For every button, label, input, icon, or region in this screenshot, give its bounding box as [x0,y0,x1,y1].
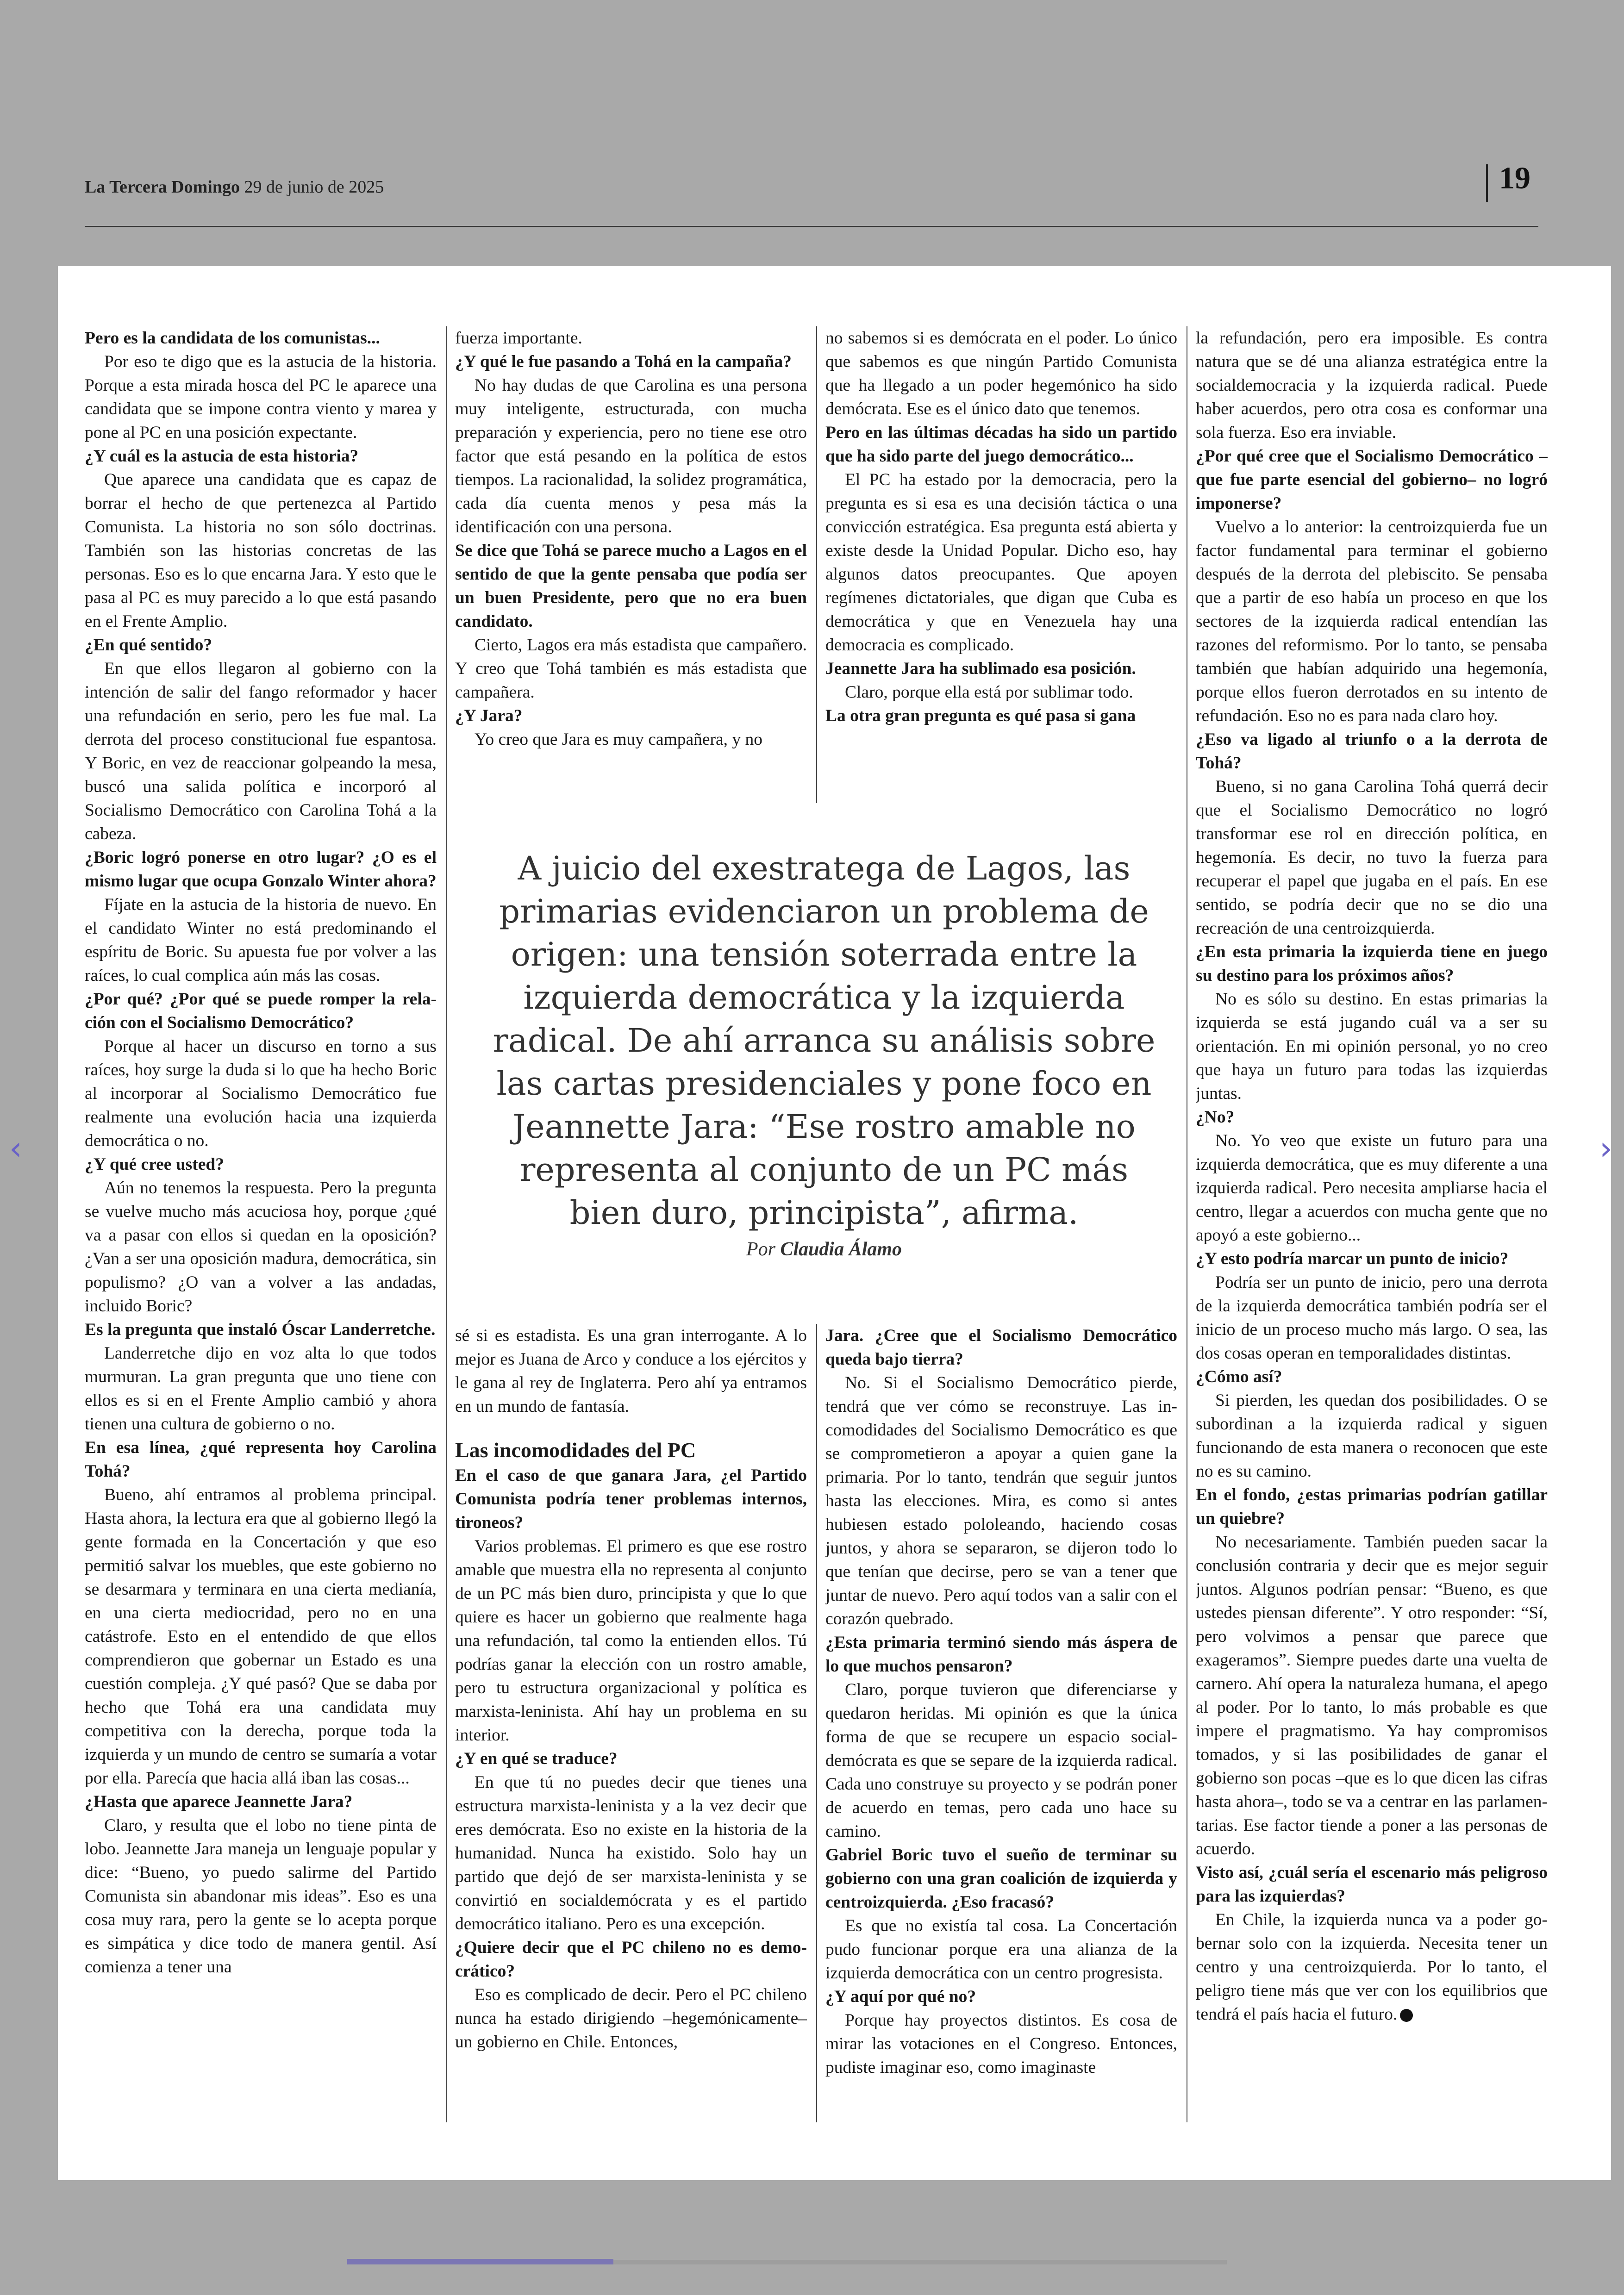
column-divider [816,326,817,803]
interview-question: ¿En qué sentido? [85,636,212,655]
publication-date: 29 de junio de 2025 [244,177,384,197]
chevron-right-icon[interactable]: › [1599,1129,1612,1167]
interview-question: ¿Eso va ligado al triunfo o a la derrota de Tohá? [1196,730,1548,773]
section-heading: Las incomodidades del PC [455,1438,696,1462]
column-3-top [825,326,1177,789]
interview-question: ¿Por qué? ¿Por qué se puede romper la relación con el Socialismo Democrático? [85,990,437,1032]
interview-question: ¿En esta primaria la izquierda tiene en juego su destino para los próximos años? [1196,942,1548,985]
answer-paragraph: No. Si el Socialismo Democrático pierde, tendrá que ver cómo se reconstruye. Las incomodidades del Socialismo Democrático es que se comprometieron a apoyar a quien gane la primaria. Por lo tanto, tendrán que seguir juntos hasta las elecciones. Mira, es como si antes hubiesen estado pololeando, haciendo cosas juntos, y ahora se separaron, se dijeron todo lo que tenían que decirse, pero se van a tener que juntar de nuevo. Pero aquí todos van a salir con el corazón quebrado. [825,1373,1177,1628]
masthead [85,177,384,197]
byline [481,1238,1167,1260]
answer-paragraph: En que tú no puedes decir que tienes una estructura marxista-leninista y a la vez decir que eres demócrata. Eso no existe en la historia de la humanidad. Nunca ha existido. Solo hay un partido que dejó de ser marxista-leninista y se convirtió en socialdemócrata y es el partido democrático italiano. Pero es una excepción. [455,1773,807,1933]
interview-question: ¿Boric logró ponerse en otro lugar? ¿O es el mismo lugar que ocupa Gonzalo Winter ahora? [85,848,437,891]
answer-paragraph: Landerretche dijo en voz alta lo que todos murmuran. La gran pregunta que uno tiene con ellos es si en el Frente Amplio cambió y ahora tienen una cultura de gobierno o no. [85,1344,437,1434]
answer-paragraph: Yo creo que Jara es muy campañera, y no [475,730,763,749]
answer-paragraph: El PC ha estado por la democracia, pero la pregunta es si esa es una decisión táctica o una convicción estratégica. Esa pregunta está abierta y existe desde la Unidad Popular. Dicho eso, hay algunos datos preocupantes. Que apoyen regímenes dictatoriales, que digan que Cuba es democrática y que en Venezuela hay una democracia es complicado. [825,470,1177,655]
interview-question: La otra gran pregunta es qué pasa si gana [825,706,1136,725]
page-number: 19 [1499,160,1530,195]
answer-paragraph: No hay dudas de que Carolina es una persona muy inteligente, estructurada, con mucha preparación y experiencia, pero no tiene ese otro factor que está pesando en la política de estos tiempos. La racionalidad, la solidez programática, cada día cuenta menos y pesa más la identificación con una persona. [455,376,807,536]
answer-paragraph: Si pierden, les quedan dos posibilidades. O se subordinan a la izquierda radical y siguen funcionando de esta manera o reconocen que este no es su camino. [1196,1391,1548,1481]
interview-question: Jara. ¿Cree que el Socialismo Democrático queda bajo tierra? [825,1326,1177,1369]
answer-paragraph: No. Yo veo que existe un futuro para una izquierda democrática, que es muy diferente a una izquierda radical. Pero necesita ampliarse hacia el centro, llegar a acuerdos con mucha gente que no apoyó a este gobierno... [1196,1131,1548,1245]
answer-paragraph: Cierto, Lagos era más estadista que campañero. Y creo que Tohá también es más estadista que campañera. [455,636,807,702]
interview-question: ¿Por qué cree que el Socialismo Democrático –que fue parte esencial del gobierno– no logró imponerse? [1196,447,1548,513]
column-4 [1196,326,1548,2132]
interview-question: ¿Y Jara? [455,706,523,725]
column-divider [446,326,447,2122]
column-2-top [455,326,807,789]
interview-question: ¿Y qué le fue pasando a Tohá en la campaña? [455,352,792,371]
answer-paragraph: Que aparece una candidata que es capaz de borrar el hecho de que pertenezca al Partido Comunista. La historia no son sólo doctrinas. También son las historias concretas de las personas. Eso es lo que encarna Jara. Y esto que le pasa al PC es muy parecido a lo que está pasando en el Frente Amplio. [85,470,437,631]
answer-paragraph: Claro, porque ella está por sublimar todo. [845,683,1133,702]
answer-paragraph: Claro, porque tuvieron que diferenciarse y quedaron heridas. Mi opinión es que la única forma de que se recupere un espacio socialdemócrata es que se separe de la izquierda radical. Cada uno construye su proyecto y se podrán poner de acuerdo en temas, pero cada uno hace su camino. [825,1680,1177,1841]
answer-paragraph: No es sólo su destino. En estas primarias la izquierda se está jugando cuál va a ser su orientación. En mi opinión personal, yo no creo que haya un futuro para todas las izquierdas juntas. [1196,990,1548,1103]
publication-name: La Tercera Domingo [85,177,240,197]
interview-question: ¿Esta primaria terminó siendo más áspera de lo que muchos pensaron? [825,1633,1177,1676]
answer-paragraph: Bueno, ahí entramos al problema principal. Hasta ahora, la lectura era que al gobierno llegó la gente formada en la Concertación y que eso permitió salvar los muebles, que este gobierno no se desarmara y terminara en una cierta medianía, en una cierta mediocridad, pero no en una catástrofe. Esto en el entendido de que ellos comprendieron que gobernar un Estado es una cuestión compleja. ¿Y qué pasó? Que se daba por hecho que Tohá era una candidata muy competitiva con la derecha, porque toda la izquierda y un mundo de centro se sumaría a votar por ella. Parecía que hacia allá iban las cosas... [85,1485,437,1788]
interview-question: Pero en las últimas décadas ha sido un partido que ha sido parte del juego democrático... [825,423,1177,466]
answer-paragraph: En que ellos llegaron al gobierno con la intención de salir del fango reformador y hacer una refundación en serio, pero les fue mal. La derrota del proceso constitucional fue espantosa. Y Boric, en vez de reaccionar golpeando la mesa, buscó una salida política e incorporó al Socialismo Democrático con Carolina Tohá a la cabeza. [85,659,437,843]
answer-paragraph: Podría ser un punto de inicio, pero una derrota de la izquierda democrática también podría ser el inicio de un proceso mucho más largo. O sea, las dos cosas operan en temporalidades distintas. [1196,1273,1548,1363]
interview-question: Gabriel Boric tuvo el sueño de terminar su gobierno con una gran coalición de izquierda y centroizquierda. ¿Eso fracasó? [825,1846,1177,1912]
column-1 [85,326,437,2132]
byline-prefix: Por [746,1239,775,1260]
byline-author: Claudia Álamo [780,1239,902,1260]
answer-paragraph: No necesariamente. También pueden sacar la conclusión contraria y decir que es mejor seguir juntos. Algunos podrían pensar: “Bueno, es que ustedes piensan diferente”. Y otro responder: “Sí, pero volvimos a pensar que parece que exageramos”. Siempre puedes darte una vuelta de carnero. Ahí opera la naturaleza humana, el apego al poder. Por lo tanto, lo más probable es que impere el pragmatismo. Ya hay compromisos tomados, y si las posibilidades de ganar el gobierno son pocas –que es lo que dicen las cifras hasta ahora–, todo se va a centrar en las parlamentarias. Ese factor tiende a poner a las personas de acuerdo. [1196,1533,1548,1858]
interview-question: Jeannette Jara ha sublimado esa posición. [825,659,1136,678]
answer-paragraph: En Chile, la izquierda nunca va a poder gobernar solo con la izquierda. Necesita tener un centro y una centroizquierda. Por lo tanto, el peligro tiene más que ver con los equilibrios que tendrá el país hacia el futuro. [1196,1910,1548,2024]
answer-paragraph: Bueno, si no gana Carolina Tohá querrá decir que el Socialismo Democrático no logró transformar ese rol en dirección política, en hegemonía. Es decir, no tuvo la fuerza para recuperar el papel que jugaba en el país. En ese sentido, se podría decir que no se dio una recreación de una centroizquierda. [1196,777,1548,938]
answer-paragraph: Varios problemas. El primero es que ese rostro amable que muestra ella no representa al conjunto de un PC más bien duro, principista y que lo que quiere es hacer un gobierno que realmente haga una refundación, tal como la entienden ellos. Tú podrías ganar la elección con un rostro amable, pero tu estructura organizacional y política es marxista-leninista. Ahí hay un problema en su interior. [455,1537,807,1745]
interview-question: ¿Y esto podría marcar un punto de inicio? [1196,1249,1509,1268]
interview-question: ¿Hasta que aparece Jeannette Jara? [85,1792,353,1811]
scrollbar-thumb[interactable] [347,2259,613,2264]
answer-paragraph: Fíjate en la astucia de la historia de nuevo. En el candidato Winter no está predominando el espíritu de Boric. Su apuesta fue por volver a las raíces, lo cual complica aún más las cosas. [85,895,437,985]
answer-paragraph: Aún no tenemos la respuesta. Pero la pregunta se vuelve mucho más acuciosa hoy, porque ¿qué va a pasar con ellos si quedan en la oposición? ¿Van a ser una oposición madura, democrática, sin populismo? ¿O van a volver a las andadas, incluido Boric? [85,1179,437,1316]
answer-paragraph: Eso es complicado de decir. Pero el PC chileno nunca ha estado dirigiendo –hegemónicamente– un gobierno en Chile. Entonces, [455,1985,807,2052]
interview-question: En el fondo, ¿estas primarias podrían gatillar un quiebre? [1196,1485,1548,1528]
column-divider [816,1324,817,2122]
header-rule [85,226,1538,227]
interview-question: En esa línea, ¿qué representa hoy Carolina Tohá? [85,1438,437,1481]
answer-paragraph: Claro, y resulta que el lobo no tiene pinta de lobo. Jeannette Jara maneja un lenguaje popular y dice: “Bueno, yo puedo salirme del Partido Comunista sin abandonar mis ideas”. Eso es una cosa muy rara, pero la gente se lo acepta porque es simpática y dice todo de manera gentil. Así comienza a tener una [85,1816,437,1977]
interview-question: Se dice que Tohá se parece mucho a Lagos en el sentido de que la gente pensaba que podía ser un buen Presidente, pero que no era buen candidato. [455,541,807,631]
page-header [0,0,1624,234]
column-2-bottom [455,1324,807,2134]
interview-question: ¿Y aquí por qué no? [825,1987,976,2006]
answer-paragraph: Por eso te digo que es la astucia de la historia. Porque a esta mirada hosca del PC le aparece una candidata que se impone contra viento y marea y pone al PC en una posición expectante. [85,352,437,442]
chevron-left-icon[interactable]: ‹ [9,1129,22,1167]
interview-question: ¿Y qué cree usted? [85,1155,225,1174]
answer-paragraph: sé si es estadista. Es una gran interrogante. A lo mejor es Juana de Arco y conduce a los ejércitos y le gana al rey de Inglaterra. Pero ahí ya entramos en un mundo de fantasía. [455,1326,807,1416]
answer-paragraph: Porque al hacer un discurso en torno a sus raíces, hoy surge la duda si lo que ha hecho Boric al incorporar al Socialismo Democrático fue realmente una evolución hacia una izquierda democrática o no. [85,1037,437,1150]
column-3-bottom [825,1324,1177,2134]
interview-question: Pero es la candidata de los comunistas... [85,329,380,348]
interview-question: ¿Quiere decir que el PC chileno no es democrático? [455,1938,807,1981]
pull-quote: A juicio del exestratega de Lagos, las primarias evidenciaron un problema de origen: una tensión soterrada entre la izquierda democrática y la izquierda radical. De ahí arranca su análisis sobre las cartas presidenciales y pone foco en Jeannette Jara: “Ese rostro amable no representa al conjunto de un PC más bien duro, principista”, afirma. [493,849,1156,1232]
interview-question: ¿No? [1196,1108,1235,1127]
interview-question: Visto así, ¿cuál sería el escenario más peligroso para las izquierdas? [1196,1863,1548,1906]
answer-paragraph: fuerza importante. [455,329,582,348]
answer-paragraph: Porque hay proyectos distintos. Es cosa de mirar las votaciones en el Congreso. Entonces, pudiste imaginar eso, como imaginaste [825,2011,1177,2077]
end-of-article-icon [1400,2009,1413,2022]
page-number-divider [1486,164,1488,202]
interview-question: ¿Y cuál es la astucia de esta historia? [85,447,359,466]
answer-paragraph: no sabemos si es demócrata en el poder. Lo único que sabemos es que ningún Partido Comunista que ha llegado a un poder hegemónico ha sido demócrata. Ese es el único dato que tenemos. [825,329,1177,418]
interview-question: ¿Y en qué se traduce? [455,1749,618,1768]
answer-paragraph: Es que no existía tal cosa. La Concertación pudo funcionar porque era una alianza de la izquierda democrática con un centro progresista. [825,1916,1177,1983]
answer-paragraph: la refundación, pero era imposible. Es contra natura que se dé una alianza estratégica entre la socialdemocracia y la izquierda radical. Puede haber acuerdos, pero otra cosa es conformar una sola fuerza. Eso era inviable. [1196,329,1548,442]
answer-paragraph: Vuelvo a lo anterior: la centroizquierda fue un factor fundamental para terminar el gobierno después de la derrota del plebiscito. Se pensaba que a partir de eso había un proceso en que los sectores de la izquierda radical entendían las razones del reformismo. Por lo tanto, se pensaba también que habían adquirido una hegemonía, porque ellos fueron derrotados en su intento de refundación. Eso no es para nada claro hoy. [1196,518,1548,725]
interview-question: Es la pregunta que instaló Óscar Landerretche. [85,1320,436,1339]
interview-question: En el caso de que ganara Jara, ¿el Partido Comunista podría tener problemas internos, tironeos? [455,1466,807,1532]
interview-question: ¿Cómo así? [1196,1367,1282,1386]
